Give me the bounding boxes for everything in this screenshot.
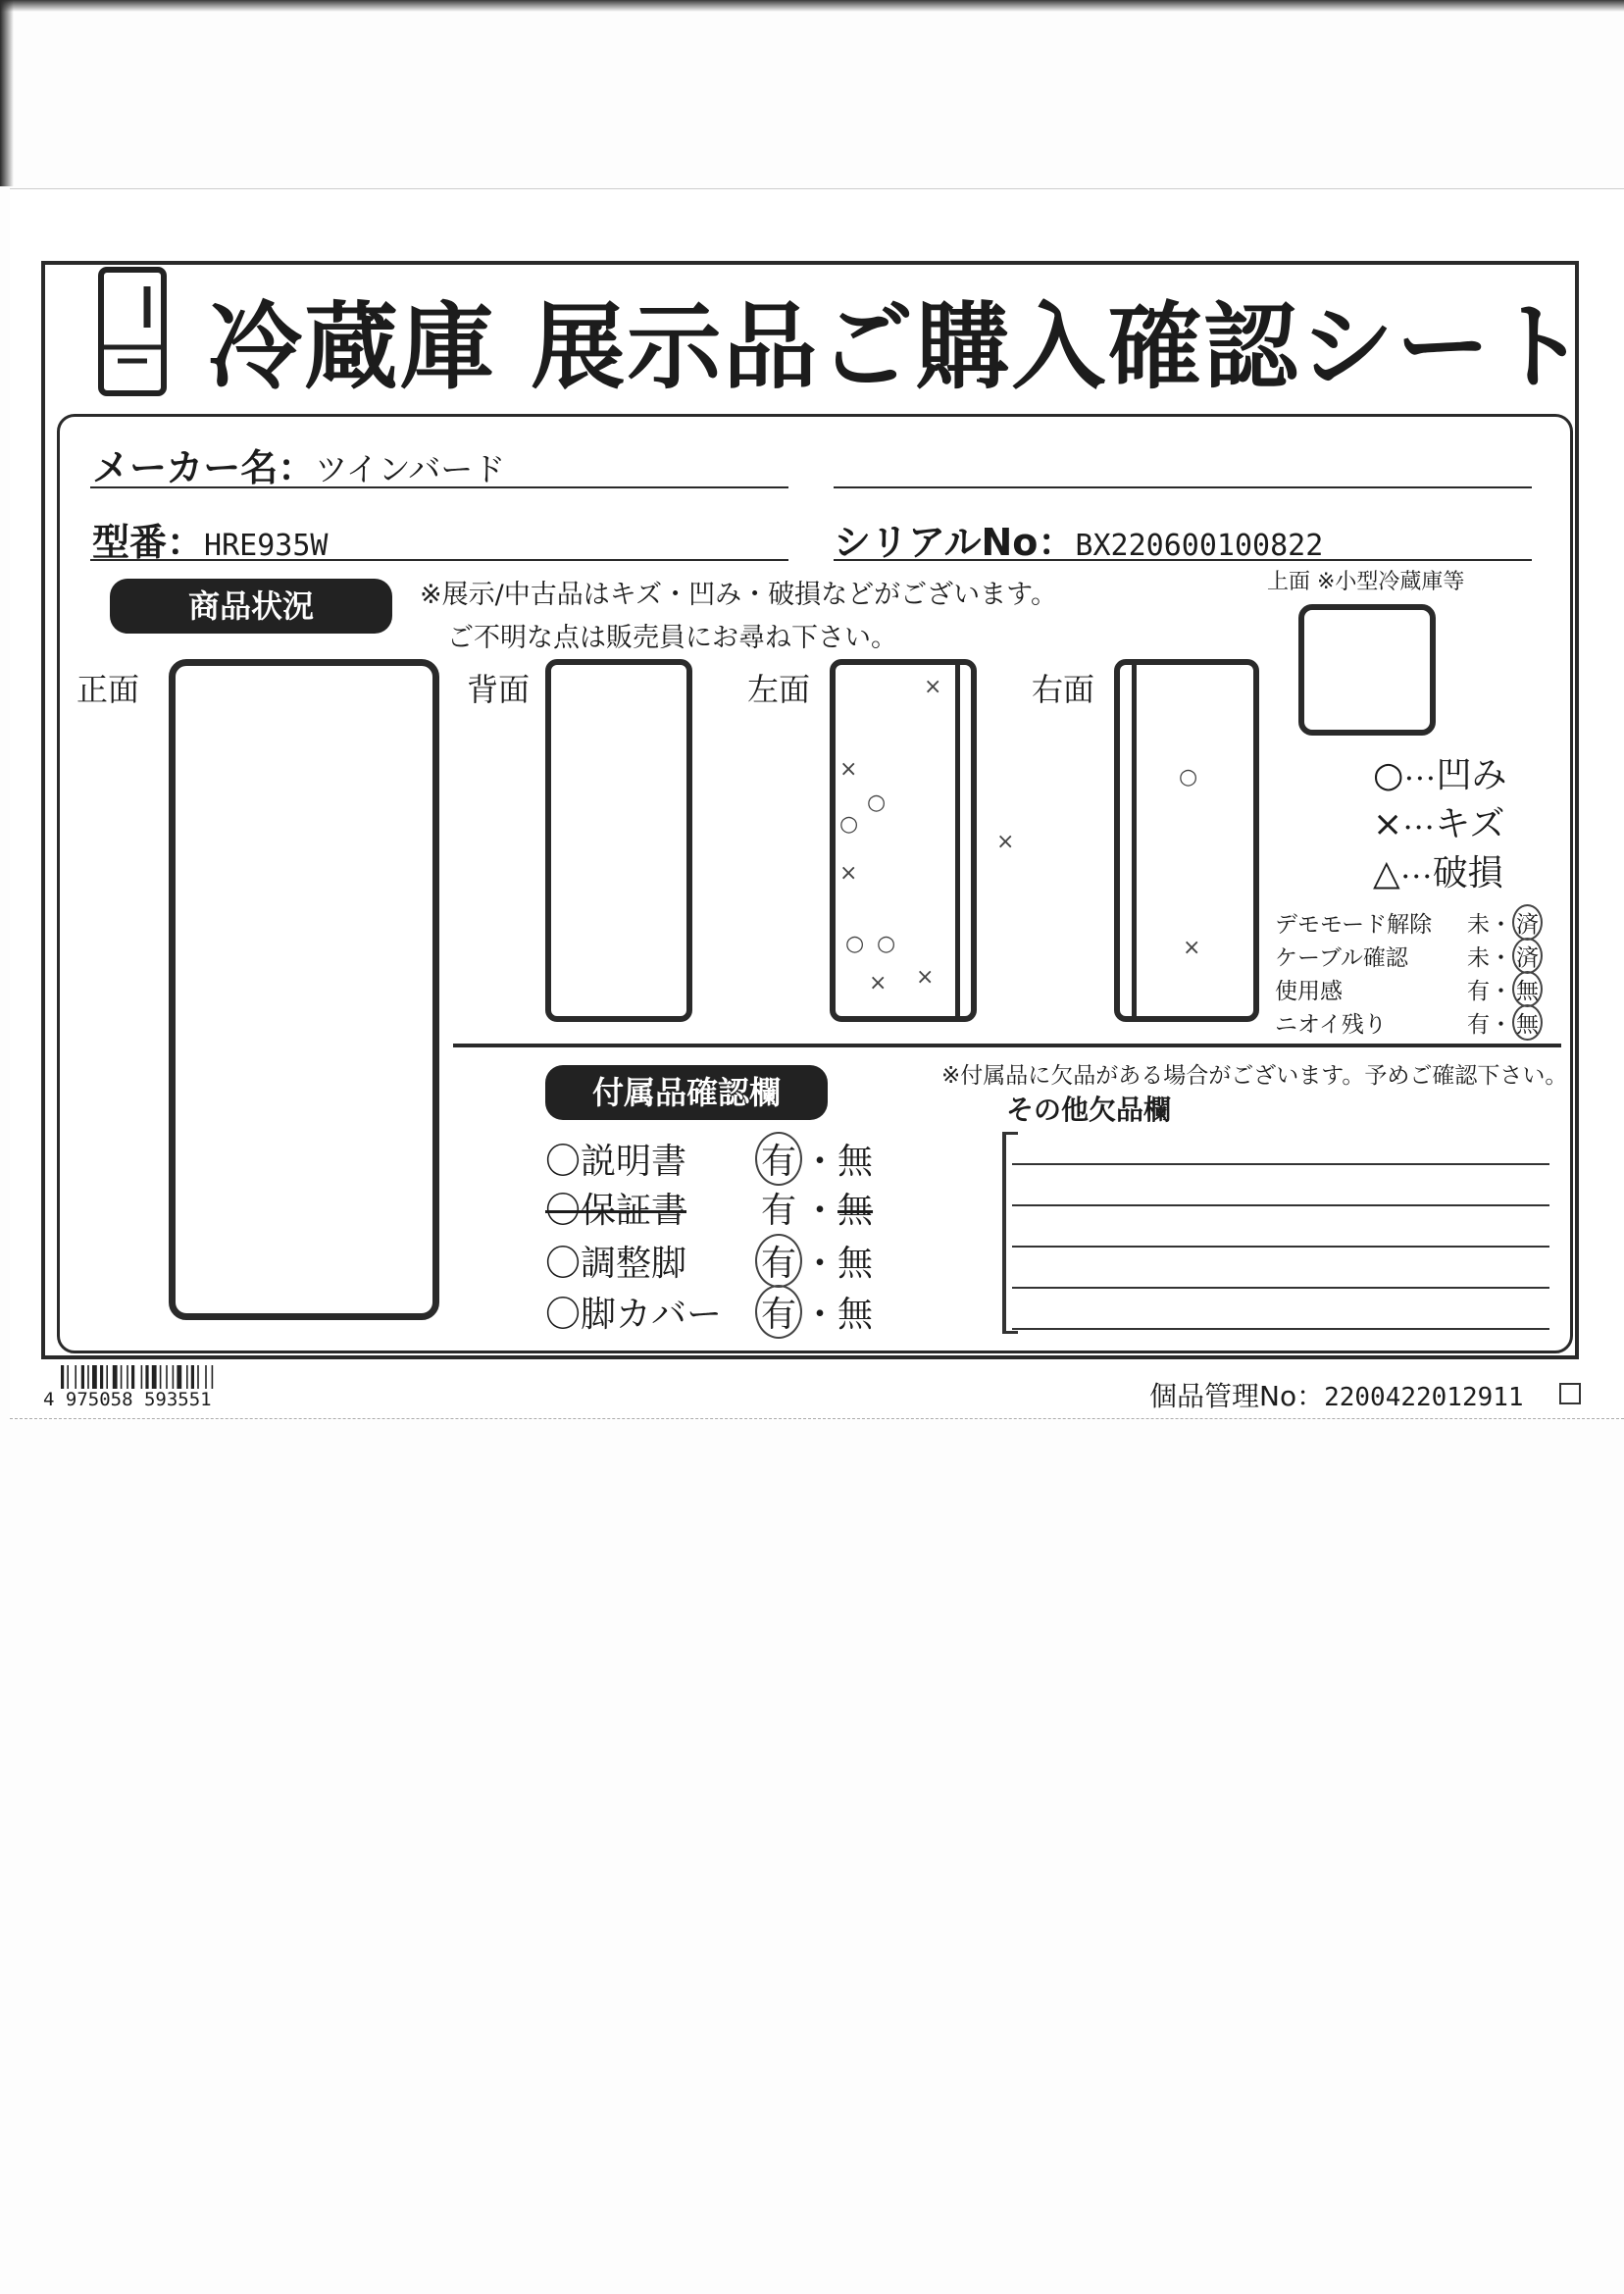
damage-mark: ○ [845,932,865,956]
circled-mark: 無 [1512,1004,1543,1041]
serial-label: シリアルNo： [834,521,1076,564]
sheet-bottom-edge [10,1418,1624,1419]
page-title: 冷蔵庫 展示品ご購入確認シート [208,292,1589,402]
missing-line [1012,1328,1549,1330]
check-odor: ニオイ残り 有・ 無 [1275,1004,1543,1041]
circled-mark: 有 [755,1285,802,1339]
damage-mark: × [1183,936,1201,960]
model-label: 型番： [92,521,205,564]
damage-mark: × [839,757,858,782]
damage-mark: ○ [1179,765,1198,790]
fridge-icon [98,267,169,398]
damage-mark: × [996,830,1015,854]
check-demo-mode: デモモード解除 未・ 済 [1275,904,1543,941]
maker-row [92,437,505,491]
back-label: 背面 [467,671,531,708]
circled-mark: 有 [755,1132,802,1186]
damage-mark: ○ [839,812,859,837]
left-label: 左面 [747,671,811,708]
damage-mark: ○ [867,790,887,815]
accessory-adjuster-feet: 〇調整脚 有 ・無 [545,1234,873,1288]
circled-mark: 済 [1512,938,1543,974]
top-face-label: 上面 ※小型冷蔵庫等 [1267,570,1465,594]
condition-badge: 商品状況 [110,579,392,634]
serial-underline [834,559,1532,561]
damage-mark: ○ [877,932,896,956]
check-wear: 使用感 有・ 無 [1275,971,1543,1007]
top-panel [1298,604,1436,736]
missing-line [1012,1246,1549,1248]
item-no: 個品管理No：2200422012911 [1149,1380,1524,1412]
back-panel [545,659,692,1022]
front-panel [169,659,439,1320]
model-underline [90,559,788,561]
model-value: HRE935W [204,529,329,563]
maker-underline [90,486,788,488]
circled-mark: 済 [1512,904,1543,941]
damage-mark: × [916,965,935,990]
damage-mark: × [869,971,888,995]
left-panel-door-edge [955,663,960,1018]
circled-mark: 有 [755,1234,802,1288]
model-row [92,512,328,566]
scan-edge-left [0,0,14,186]
missing-line [1012,1287,1549,1289]
accessory-warranty: 〇保証書 有 ・無 [545,1191,874,1231]
legend-damage: △･･･破損 [1373,853,1503,893]
accessory-badge: 付属品確認欄 [545,1065,828,1120]
right-label: 右面 [1032,671,1095,708]
notice-line2: ご不明な点は販売員にお尋ね下さい。 [447,623,897,653]
missing-bracket [1002,1132,1006,1334]
notice-line1: ※展示/中古品はキズ・凹み・破損などがございます。 [420,580,1058,610]
barcode-number: 4 975058 593551 [43,1389,212,1410]
other-missing-label: その他欠品欄 [1006,1094,1172,1126]
circled-mark: 無 [1512,971,1543,1007]
damage-mark: × [924,675,942,699]
missing-line [1012,1163,1549,1165]
serial-row [834,512,1323,566]
blank-underline [834,486,1532,488]
accessory-foot-cover: 〇脚カバー 有 ・無 [545,1285,873,1339]
checkbox [1559,1383,1581,1404]
legend-scratch: ×･･･キズ [1373,804,1505,844]
serial-value: BX220600100822 [1075,529,1324,563]
front-label: 正面 [76,671,140,708]
legend-dent: ○･･･凹み [1373,755,1507,795]
check-cable: ケーブル確認 未・ 済 [1275,938,1543,974]
accessory-divider [453,1044,1561,1047]
maker-label: メーカー名： [92,446,316,489]
right-panel-door-edge [1132,663,1137,1018]
maker-value: ツインバード [315,450,506,488]
accessory-notice: ※付属品に欠品がある場合がございます。予めご確認下さい。 [941,1063,1568,1089]
scan-edge-top [0,0,1624,12]
damage-mark: × [839,861,858,886]
missing-line [1012,1204,1549,1206]
accessory-manual: 〇説明書 有 ・無 [545,1132,873,1186]
